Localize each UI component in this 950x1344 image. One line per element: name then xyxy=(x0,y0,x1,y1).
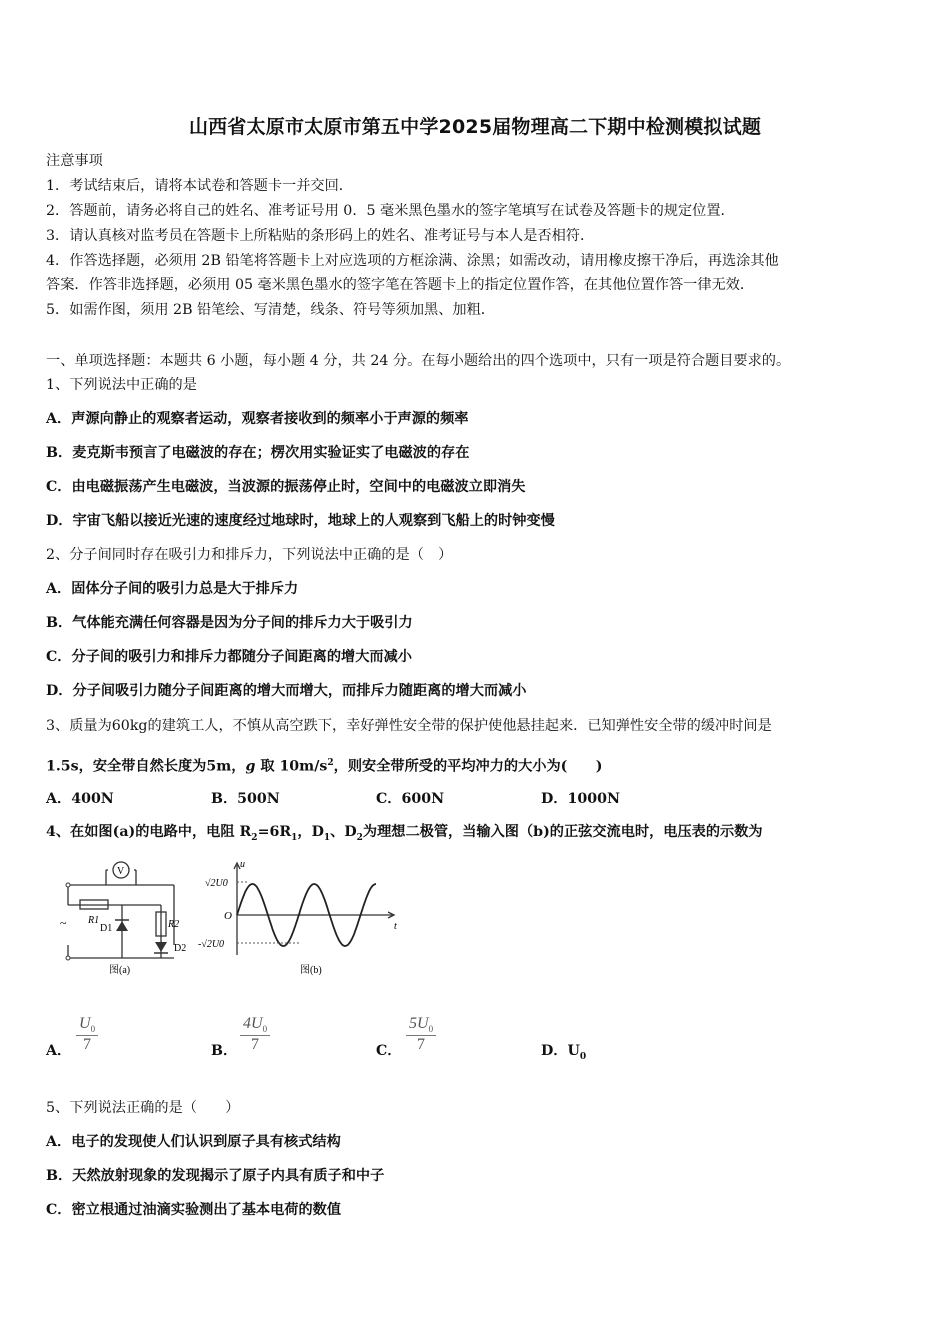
q4-c-num: 5U xyxy=(409,1015,429,1032)
section-heading: 一、单项选择题：本题共 6 小题，每小题 4 分，共 24 分。在每小题给出的四个选项中，只有一项是符合题目要求的。 xyxy=(46,353,791,369)
q2-option-c: C．分子间的吸引力和排斥力都随分子间距离的增大而减小 xyxy=(46,649,412,665)
u-axis-label: u xyxy=(240,859,245,870)
q4-option-b-letter: B． xyxy=(211,1043,238,1059)
diode-d1-icon xyxy=(116,921,128,931)
q5-option-c: C．密立根通过油滴实验测出了基本电荷的数值 xyxy=(46,1202,342,1218)
q1-option-d: D．宇宙飞船以接近光速的速度经过地球时，地球上的人观察到飞船上的时钟变慢 xyxy=(46,513,555,529)
q4-stem-d: 、D xyxy=(330,824,357,840)
q4-option-a-fraction xyxy=(76,1015,98,1054)
q4-a-den: 7 xyxy=(83,1036,92,1054)
q3-option-c: C．600N xyxy=(376,791,445,807)
circuit-figure-a xyxy=(46,855,196,985)
peak-label: √2U0 xyxy=(205,878,228,889)
q4-sub-r2: 2 xyxy=(251,832,258,843)
q4-c-den: 7 xyxy=(417,1036,426,1054)
q5-option-b: B．天然放射现象的发现揭示了原子内具有质子和中子 xyxy=(46,1168,385,1184)
q3-stem-part-c: ，则安全带所受的平均冲力的大小为( ) xyxy=(333,758,603,775)
r2-label: R2 xyxy=(168,919,180,930)
origin-label: O xyxy=(224,910,232,922)
trough-label: -√2U0 xyxy=(198,939,225,950)
q2-option-b: B．气体能充满任何容器是因为分子间的排斥力大于吸引力 xyxy=(46,615,413,631)
q4-stem-b: =6R xyxy=(257,824,292,840)
q4-stem-a: 4、在如图(a)的电路中，电阻 R xyxy=(46,824,252,840)
notice-item-5: 5．如需作图，须用 2B 铅笔绘、写清楚，线条、符号等须加黑、加粗． xyxy=(46,302,495,318)
figure-a-caption: 图(a) xyxy=(109,965,131,976)
notice-item-2: 2．答题前，请务必将自己的姓名、准考证号用 0．5 毫米黑色墨水的签字笔填写在试卷及答题卡的规定位置． xyxy=(46,203,735,219)
q4-b-den: 7 xyxy=(251,1036,260,1054)
q2-stem: 2、分子间同时存在吸引力和排斥力，下列说法中正确的是（ ） xyxy=(46,547,453,563)
q4-stem-c: ，D xyxy=(297,824,324,840)
q2-option-d: D．分子间吸引力随分子间距离的增大而增大，而排斥力随距离的增大而减小 xyxy=(46,683,527,699)
q3-stem-line1: 3、质量为60kg的建筑工人，不慎从高空跌下，幸好弹性安全带的保护使他悬挂起来．已知弹性安全带的缓冲时间是 xyxy=(46,718,772,734)
q3-stem-part-a: 1.5s，安全带自然长度为5m， xyxy=(46,758,246,775)
q3-stem-sup: 2 xyxy=(327,758,334,768)
q4-a-num-sub: 0 xyxy=(90,1024,96,1035)
q4-option-a-letter: A． xyxy=(46,1043,72,1059)
notice-item-4-cont: 答案．作答非选择题，必须用 05 毫米黑色墨水的签字笔在答题卡上的指定位置作答，在其他位置作答一律无效． xyxy=(46,277,755,293)
q4-sub-d1: 1 xyxy=(323,832,331,843)
q4-option-b-fraction xyxy=(240,1015,270,1054)
q4-c-num-sub: 0 xyxy=(428,1024,434,1035)
q4-b-num: 4U xyxy=(243,1015,263,1032)
q4-sub-d2: 2 xyxy=(356,832,363,843)
q4-stem-e: 为理想二极管，当输入图（b)的正弦交流电时，电压表的示数为 xyxy=(362,824,763,840)
figure-b-caption: 图(b) xyxy=(300,965,322,976)
notice-heading: 注意事项 xyxy=(46,153,103,169)
q1-option-a: A．声源向静止的观察者运动，观察者接收到的频率小于声源的频率 xyxy=(46,411,469,427)
diode-d2-icon xyxy=(155,942,167,952)
r1-label: R1 xyxy=(88,915,100,926)
q3-option-d: D．1000N xyxy=(541,791,620,807)
q5-option-a: A．电子的发现使人们认识到原子具有核式结构 xyxy=(46,1134,341,1150)
ac-source-label: ~ xyxy=(60,916,67,930)
q4-a-num: U xyxy=(79,1015,91,1032)
q4-sub-r1: 1 xyxy=(291,832,298,843)
d2-label: D2 xyxy=(174,943,187,954)
q4-option-d xyxy=(541,1040,586,1062)
notice-item-4: 4．作答选择题，必须用 2B 铅笔将答题卡上对应选项的方框涂满、涂黑；如需改动，请用橡皮擦干净后，再选涂其他 xyxy=(46,253,779,269)
q2-option-a: A．固体分子间的吸引力总是大于排斥力 xyxy=(46,581,299,597)
q4-d-text: D．U xyxy=(541,1043,580,1059)
notice-item-3: 3．请认真核对监考员在答题卡上所粘贴的条形码上的姓名、准考证号与本人是否相符． xyxy=(46,228,595,244)
q4-b-num-sub: 0 xyxy=(262,1024,268,1035)
q4-option-c-letter: C． xyxy=(376,1043,402,1059)
q3-option-a: A．400N xyxy=(46,791,114,807)
d1-label: D1 xyxy=(100,923,113,934)
q3-stem-line2 xyxy=(46,753,602,777)
q4-option-c-fraction xyxy=(406,1015,436,1054)
q5-stem: 5、下列说法正确的是（ ） xyxy=(46,1100,240,1116)
q3-option-b: B．500N xyxy=(211,791,280,807)
notice-item-1: 1．考试结束后，请将本试卷和答题卡一并交回． xyxy=(46,178,353,194)
q1-option-b: B．麦克斯韦预言了电磁波的存在；楞次用实验证实了电磁波的存在 xyxy=(46,445,470,461)
waveform-figure-b xyxy=(196,855,406,985)
q3-stem-part-b: 取 10m/s xyxy=(260,758,328,775)
q1-option-c: C．由电磁振荡产生电磁波，当波源的振荡停止时，空间中的电磁波立即消失 xyxy=(46,479,526,495)
voltmeter-label: V xyxy=(117,866,125,877)
q4-d-sub: 0 xyxy=(579,1051,587,1062)
q1-stem: 1、下列说法中正确的是 xyxy=(46,377,197,393)
q3-g-symbol: g xyxy=(245,758,256,775)
page-title: 山西省太原市太原市第五中学2025届物理高二下期中检测模拟试题 xyxy=(188,116,762,138)
t-axis-label: t xyxy=(394,921,397,932)
q4-stem xyxy=(46,822,763,848)
